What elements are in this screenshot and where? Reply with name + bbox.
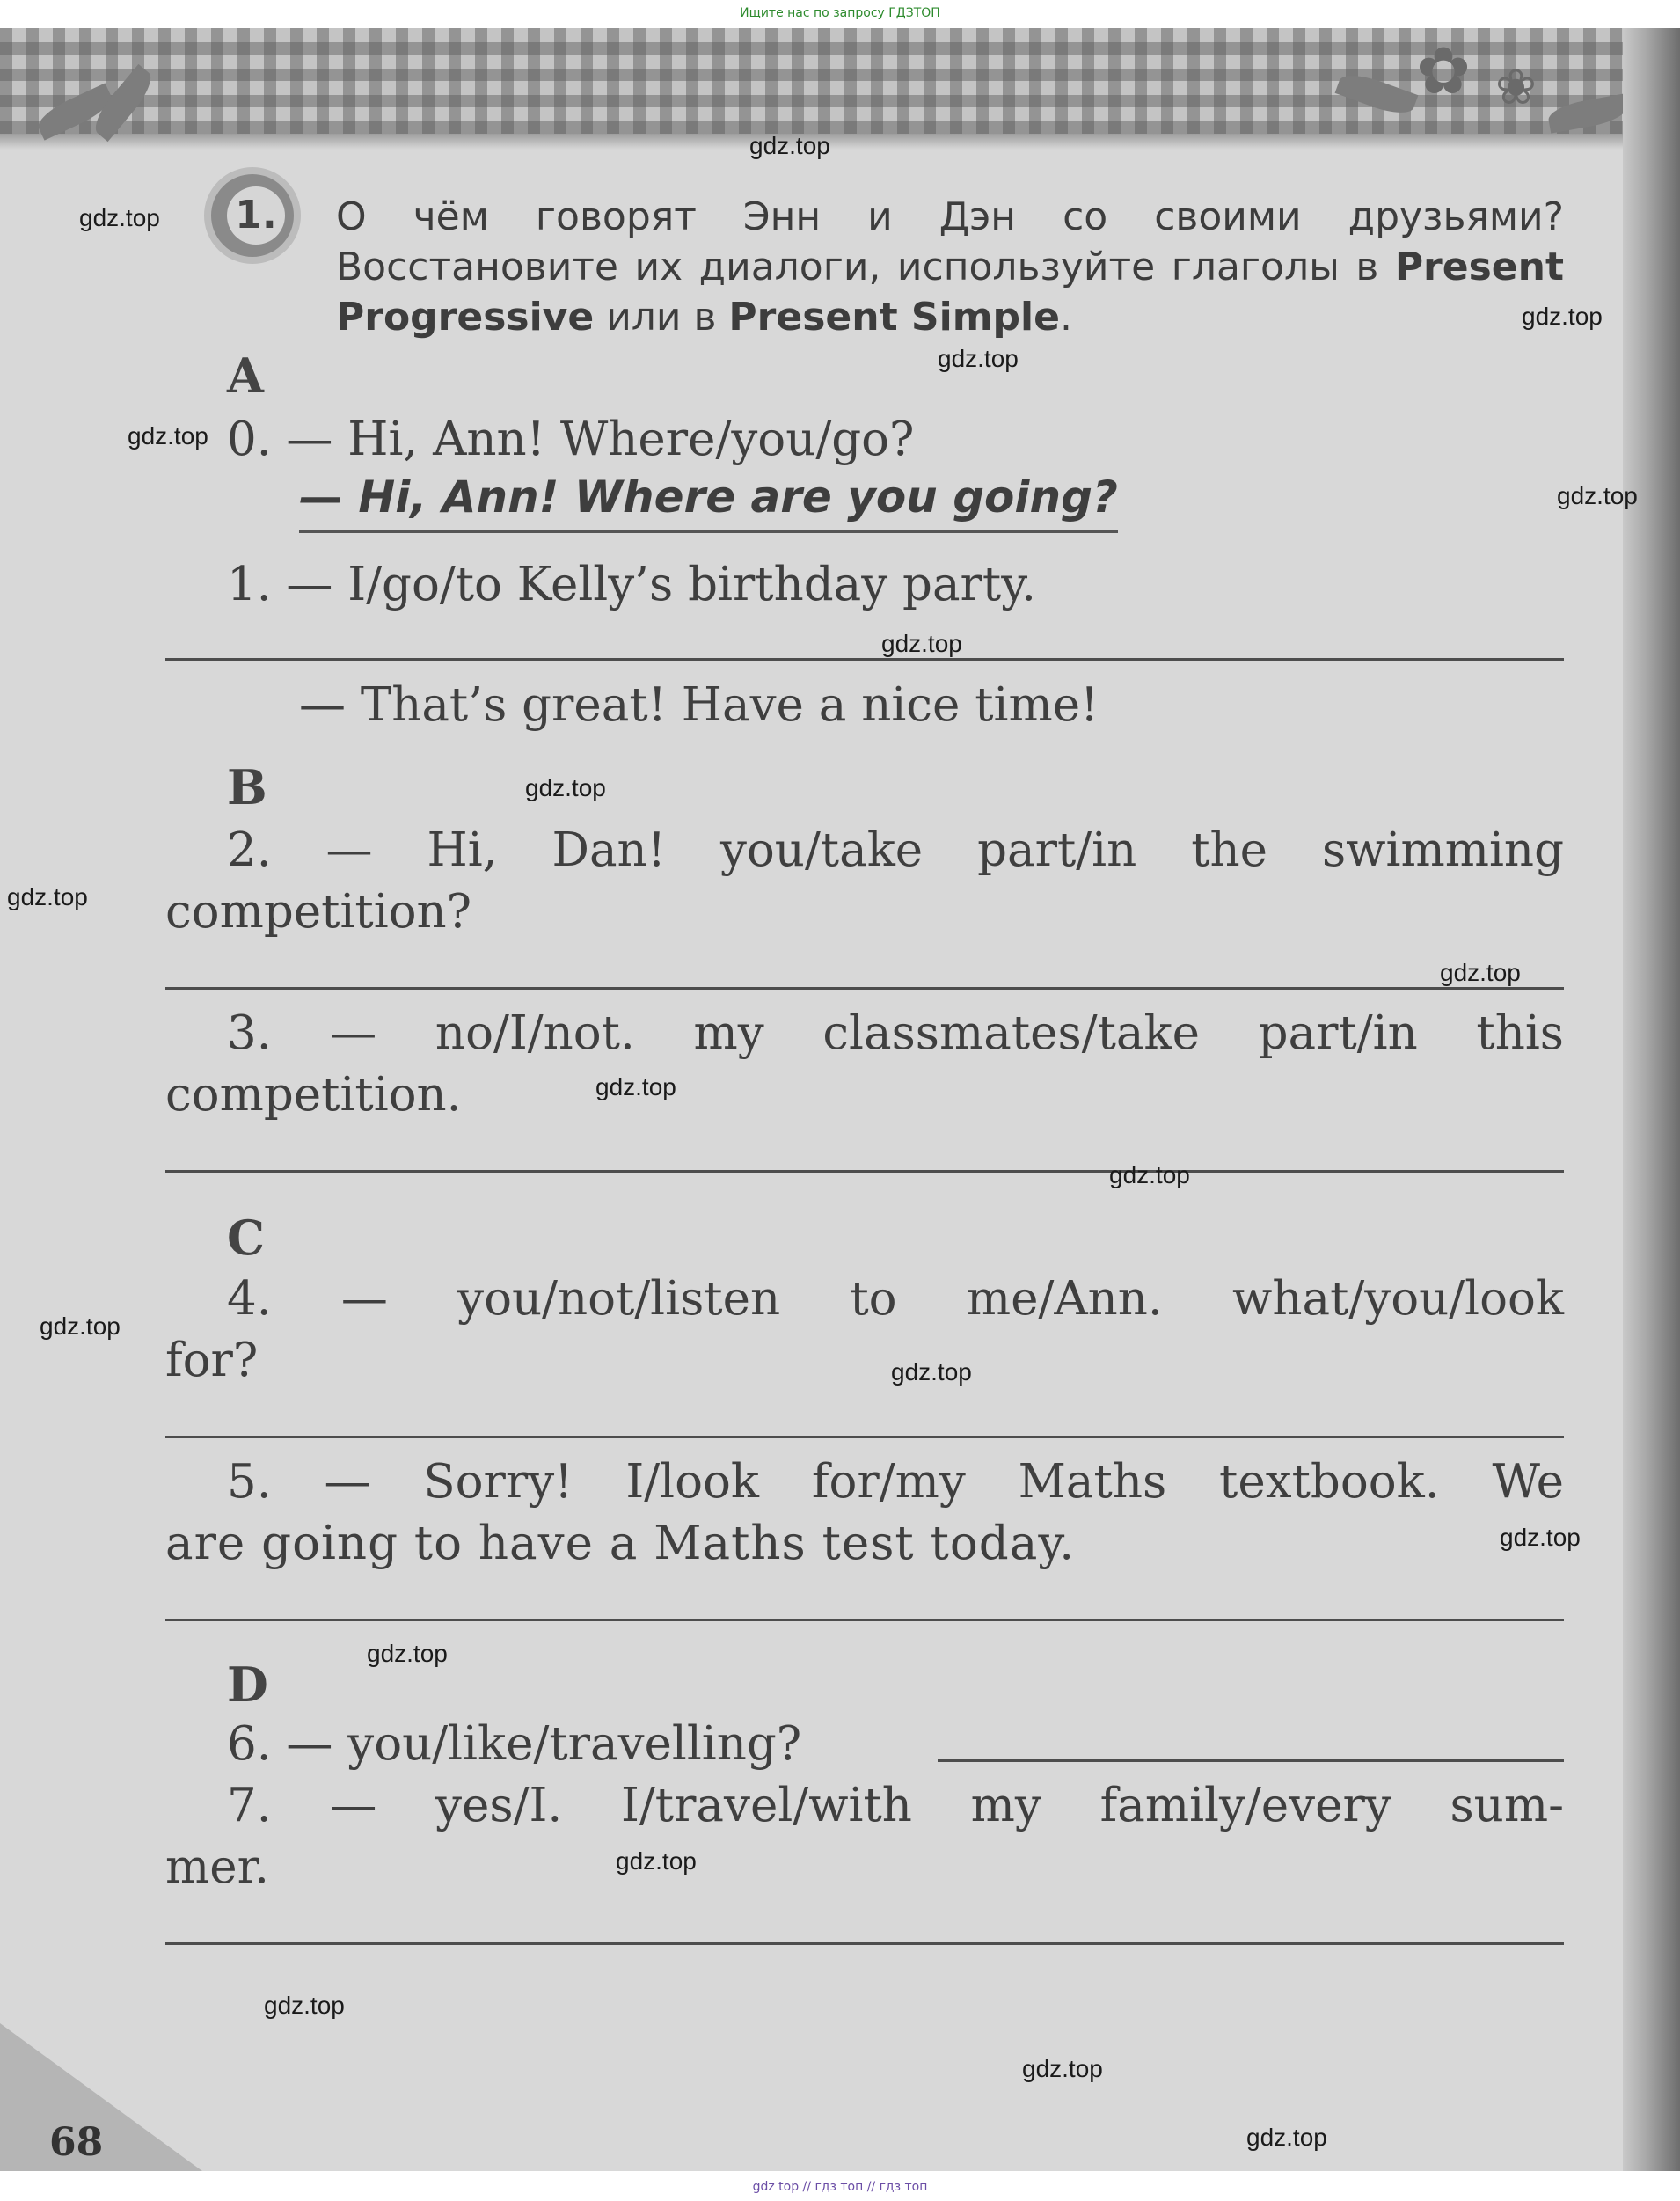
answer-line xyxy=(165,1942,1564,1945)
exercise-item-3-continued: competition. xyxy=(165,1068,462,1122)
exercise-item-4: 4. — you/not/listen to me/Ann. what/you/look xyxy=(227,1272,1564,1326)
exercise-item-7: 7. — yes/I. I/travel/with my family/every sum- xyxy=(227,1779,1564,1832)
watermark: gdz.top xyxy=(595,1073,676,1100)
answer-line xyxy=(938,1759,1564,1762)
page-number: 68 xyxy=(49,2120,104,2165)
exercise-reply-1: — That’s great! Have a nice time! xyxy=(299,678,1099,732)
term-present-simple: Present Simple xyxy=(728,295,1060,340)
exercise-item-7-continued: mer. xyxy=(165,1840,269,1894)
exercise-item-0: 0. — Hi, Ann! Where/you/go? xyxy=(227,413,915,466)
watermark: gdz.top xyxy=(1522,303,1603,330)
watermark: gdz.top xyxy=(40,1313,121,1340)
gingham-border xyxy=(0,28,1643,134)
watermark: gdz.top xyxy=(938,345,1019,372)
watermark: gdz.top xyxy=(264,1992,345,2019)
watermark: gdz.top xyxy=(749,132,830,159)
section-c-heading: C xyxy=(227,1210,265,1266)
exercise-item-5-continued: are going to have a Maths test today. xyxy=(165,1517,1076,1570)
answer-line xyxy=(165,658,1564,661)
task-instruction xyxy=(336,192,1564,342)
section-a-heading: A xyxy=(227,347,264,404)
watermark: gdz.top xyxy=(1109,1161,1190,1188)
instruction-text: или в xyxy=(594,295,729,340)
watermark: gdz.top xyxy=(1246,2124,1327,2151)
watermark: gdz.top xyxy=(79,204,160,231)
answer-line xyxy=(165,1170,1564,1173)
watermark: gdz.top xyxy=(616,1847,697,1875)
exercise-item-3: 3. — no/I/not. my classmates/take part/in this xyxy=(227,1006,1564,1060)
exercise-item-1: 1. — I/go/to Kelly’s birthday party. xyxy=(227,558,1036,611)
flower-icon: ❀ xyxy=(1495,59,1537,116)
answer-line xyxy=(165,1619,1564,1621)
page-gutter-shadow xyxy=(1623,28,1680,2171)
watermark: gdz.top xyxy=(881,630,962,657)
header-note: Ищите нас по запросу ГДЗТОП xyxy=(740,6,940,20)
exercise-item-2-continued: competition? xyxy=(165,885,472,939)
footer-note: gdz top // гдз топ // гдз топ xyxy=(752,2180,928,2194)
watermark: gdz.top xyxy=(1022,2055,1103,2082)
exercise-item-5: 5. — Sorry! I/look for/my Maths textbook. We xyxy=(227,1455,1564,1509)
watermark: gdz.top xyxy=(128,422,208,450)
answer-line xyxy=(165,987,1564,990)
task-number-badge xyxy=(204,167,301,264)
watermark: gdz.top xyxy=(1500,1524,1581,1551)
watermark: gdz.top xyxy=(367,1640,448,1667)
answer-line xyxy=(165,1436,1564,1438)
task-number: 1. xyxy=(227,186,285,245)
section-b-heading: B xyxy=(227,759,267,815)
section-d-heading: D xyxy=(227,1656,268,1713)
instruction-text: О чём говорят Энн и Дэн со своими друзьями? Восстановите их диалоги, используйте глаголы в xyxy=(336,194,1564,289)
watermark: gdz.top xyxy=(891,1358,972,1386)
watermark: gdz.top xyxy=(525,774,606,801)
watermark: gdz.top xyxy=(1557,482,1638,509)
watermark: gdz.top xyxy=(1440,959,1521,986)
exercise-item-2: 2. — Hi, Dan! you/take part/in the swimming xyxy=(227,823,1564,877)
instruction-text: . xyxy=(1059,295,1072,340)
term-present-progressive: Present Progressive xyxy=(336,245,1564,340)
exercise-item-4-continued: for? xyxy=(165,1334,259,1387)
flower-icon: ✿ xyxy=(1416,33,1472,109)
exercise-item-6: 6. — you/like/travelling? xyxy=(227,1717,802,1771)
sample-answer: — Hi, Ann! Where are you going? xyxy=(299,466,1118,533)
watermark: gdz.top xyxy=(7,883,88,910)
